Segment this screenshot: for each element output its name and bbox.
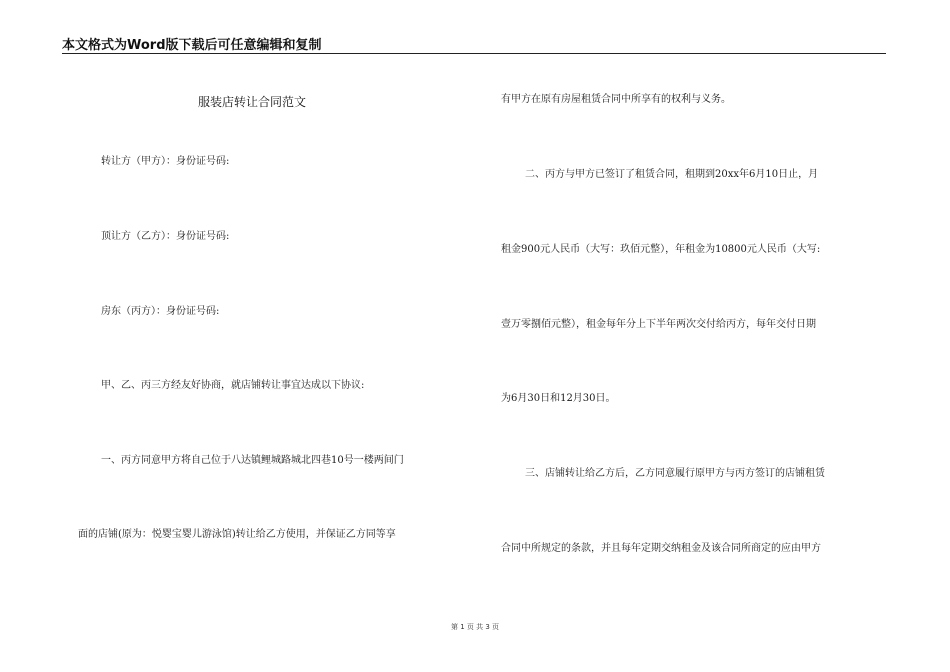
paragraph-line: 房东（丙方）：身份证号码:	[101, 306, 220, 317]
paragraph-line: 三、店铺转让给乙方后，乙方同意履行原甲方与丙方签订的店铺租赁	[525, 468, 825, 479]
paragraph-line: 转让方（甲方）：身份证号码:	[101, 156, 230, 167]
paragraph-line: 壹万零捌佰元整），租金每年分上下半年两次交付给丙方，每年交付日期	[501, 319, 816, 330]
paragraph-line: 为6月30日和12月30日。	[501, 393, 616, 404]
paragraph-line: 租金900元人民币（大写：玖佰元整），年租金为10800元人民币（大写:	[501, 244, 821, 255]
page-indicator: 第 1 页 共 3 页	[450, 623, 500, 631]
paragraph-line: 甲、乙、丙三方经友好协商，就店铺转让事宜达成以下协议:	[101, 380, 365, 391]
paragraph-line: 有甲方在原有房屋租赁合同中所享有的权利与义务。	[501, 94, 731, 105]
document-title: 服装店转让合同范文	[198, 95, 307, 109]
paragraph-line: 一、丙方同意甲方将自己位于八达镇鲤城路城北四巷10号一楼两间门	[101, 455, 404, 466]
paragraph-line: 顶让方（乙方）：身份证号码:	[101, 231, 230, 242]
header-divider	[62, 53, 886, 54]
paragraph-line: 面的店铺(原为：悦婴宝婴儿游泳馆)转让给乙方使用，并保证乙方同等享	[78, 529, 396, 540]
paragraph-line: 二、丙方与甲方已签订了租赁合同，租期到20xx年6月10日止，月	[525, 169, 819, 180]
paragraph-line: 合同中所规定的条款，并且每年定期交纳租金及该合同所商定的应由甲方	[501, 543, 821, 554]
header-banner: 本文格式为Word版下载后可任意编辑和复制	[62, 38, 322, 53]
